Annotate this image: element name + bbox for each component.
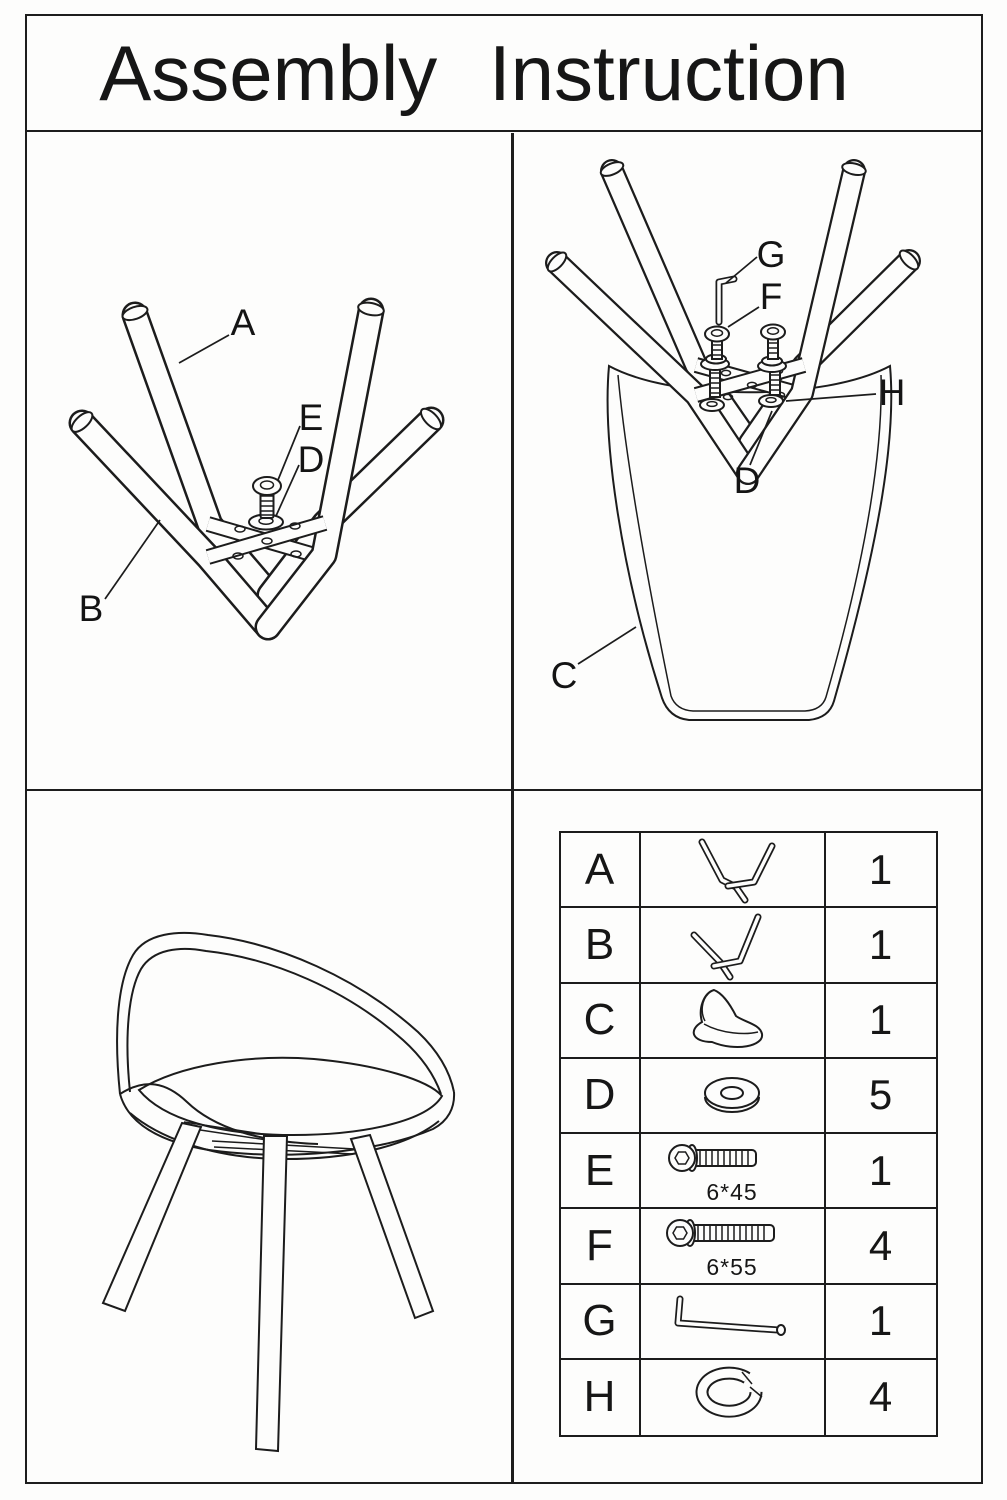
bolt-icon [641, 1209, 826, 1282]
allen-key-icon [641, 1285, 826, 1358]
table-row-g [561, 1285, 936, 1360]
seat-shell-drawing [607, 366, 891, 720]
parts-table [559, 831, 938, 1437]
part-letter: A [561, 833, 641, 906]
content-area [27, 133, 981, 1483]
part-letter: E [561, 1134, 641, 1207]
callout-d2: D [733, 459, 760, 501]
leg-frame-a-drawing [135, 315, 431, 595]
bolt-size-label: 6*45 [706, 1179, 758, 1206]
leg-base-exploded-diagram [27, 133, 511, 789]
part-quantity: 1 [868, 996, 893, 1044]
chair-drawing [103, 933, 454, 1451]
callout-g: G [756, 233, 785, 275]
table-row-a [561, 833, 936, 908]
leg-frame-b-drawing [82, 311, 371, 627]
bolt-icon [641, 1134, 826, 1207]
callout-h: H [878, 371, 905, 413]
part-letter: C [561, 984, 641, 1057]
sheet-border [25, 14, 983, 1484]
part-letter: F [561, 1209, 641, 1282]
part-quantity: 5 [868, 1071, 893, 1119]
seat-attachment-exploded-diagram [514, 133, 982, 789]
part-letter: H [561, 1360, 641, 1435]
leg-frame-a-icon [641, 833, 826, 906]
part-quantity: 4 [868, 1221, 893, 1269]
part-quantity: 1 [868, 1297, 893, 1345]
callout-a: A [230, 301, 256, 343]
callout-c: C [550, 654, 577, 696]
bolt-size-label: 6*55 [706, 1254, 758, 1281]
part-quantity: 1 [868, 845, 893, 893]
table-row-b [561, 908, 936, 983]
parts-table-panel [514, 791, 982, 1482]
title-bar [27, 16, 981, 132]
page-title: Assembly Instruction [99, 28, 849, 117]
seat-attachment-panel [514, 133, 982, 789]
lock-washer-icon [641, 1360, 826, 1435]
table-row-f [561, 1209, 936, 1284]
part-quantity: 4 [868, 1373, 893, 1421]
base-assembly-panel [27, 133, 511, 789]
table-row-h [561, 1360, 936, 1435]
callout-b: B [78, 587, 104, 629]
seat-shell-icon [641, 984, 826, 1057]
table-row-d [561, 1059, 936, 1134]
table-row-e [561, 1134, 936, 1209]
callout-e: E [298, 396, 324, 438]
part-quantity: 1 [868, 1146, 893, 1194]
allen-key-drawing [719, 279, 734, 322]
part-letter: G [561, 1285, 641, 1358]
leg-frame-b-icon [641, 908, 826, 981]
part-letter: D [561, 1059, 641, 1132]
part-letter: B [561, 908, 641, 981]
bolt-drawing [253, 477, 281, 518]
assembled-chair-diagram [27, 791, 511, 1482]
table-row-c [561, 984, 936, 1059]
callout-f: F [759, 275, 782, 317]
assembled-chair-panel [27, 791, 511, 1482]
part-quantity: 1 [868, 920, 893, 968]
callout-d: D [297, 438, 325, 480]
flat-washer-icon [641, 1059, 826, 1132]
